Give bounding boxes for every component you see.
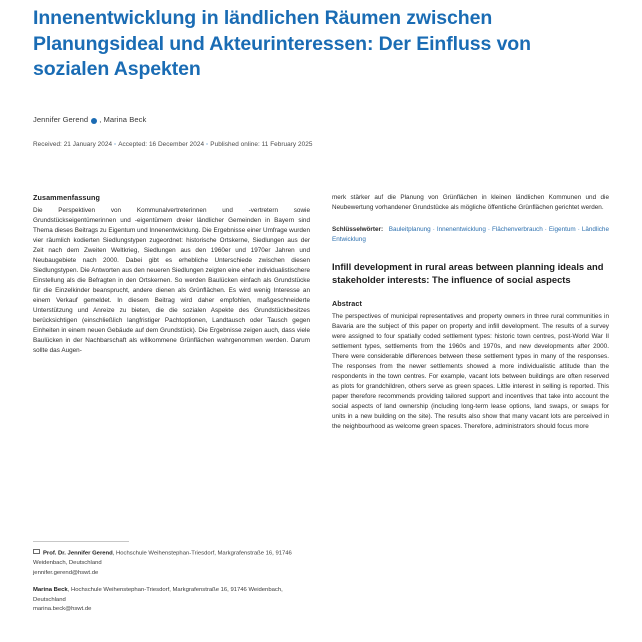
affiliation-address-2: , Hochschule Weihenstephan-Triesdorf, Markgrafenstraße 16, 91746 Weidenbach, Deutschland xyxy=(33,587,283,603)
affiliation-email-2[interactable]: marina.beck@hswt.de xyxy=(33,606,92,613)
zusammenfassung-text: Die Perspektiven von Kommunalvertreterinnen und -vertretern sowie Grundstückseigentümerinnen und -eigentümern dreier ländlicher Gemeinden in Bayern sind Thema dieses Beitrags zu Eigentum und Innenentwicklung. Die Ergebnisse einer Umfrage wurden vier räumlich kodierten Siedlungstypen zugeordnet: historische Ortskerne, Siedlungen aus der Zeit nach dem Zweiten Weltkrieg, Siedlungen aus den 1960er und 1970er Jahren und Neubaugebiete nach 2000. Dabei gibt es erhebliche Unterschiede zwischen diesen Siedlungstypen. Die Antworten aus den neueren Siedlungen zeigten eine eher individualistischere Einstellung als die Befragten in den Ortskernen. So werden Baulücken einfach als Grundstücke für die Einzelkinder beansprucht, andere dienen als Grünflächen. Es wird wenig Interesse an einem Verkauf gemeldet. In diesem Beitrag wird daher empfohlen, maßgeschneiderte Unterstützung und Anreize zu bieten, die die sozialen Aspekte des Grundstückbesitzes berücksichtigen (einschließlich langfristiger Pachtoptionen, Landtausch oder Tausch gegen Einheiten in einem neuen Gebäude auf dem Grundstück). Die Ergebnisse zeigen auch, dass viele Baulücken in der Nachbarschaft als willkommene Grünflächen wahrgenommen werden. Darum sollte das Augen- xyxy=(33,207,311,355)
zusammenfassung-heading: Zusammenfassung xyxy=(33,193,101,202)
keyword-dot-1: · xyxy=(487,226,490,234)
affiliation-entry-1 xyxy=(33,549,310,578)
date-received: Received: 21 January 2024 xyxy=(33,140,113,148)
date-accepted: Accepted: 16 December 2024 xyxy=(118,140,205,148)
keywords-label: Schlüsselwörter: xyxy=(332,226,384,234)
page-title: Innenentwicklung in ländlichen Räumen zwischen Planungsideal und Akteurinteressen: Der Einfluss von sozialen Aspekten xyxy=(33,7,531,81)
author-name-secondary: , Marina Beck xyxy=(99,115,147,125)
affiliation-name-2: Marina Beck xyxy=(33,587,68,594)
affiliation-address-1: , Hochschule Weihenstephan-Triesdorf, Markgrafenstraße 16, 91746 Weidenbach, Deutschland xyxy=(33,550,292,567)
envelope-icon xyxy=(33,549,40,555)
zusammenfassung-text-continued: merk stärker auf die Planung von Grünflächen in kleinen ländlichen Kommunen und die Neubewertung vorhandener Grundstücke als mögliche öffentliche Grünflächen gerichtet werden. xyxy=(332,194,609,212)
right-column xyxy=(332,193,609,432)
keywords-de xyxy=(332,225,609,245)
keyword-dot-2: · xyxy=(544,226,547,234)
orcid-icon[interactable] xyxy=(91,118,97,124)
keyword-item-1[interactable]: Innenentwicklung xyxy=(436,226,486,234)
keyword-dot-0: · xyxy=(432,226,435,234)
author-list xyxy=(33,115,609,126)
affiliation-footnote xyxy=(33,541,310,615)
keyword-item-0[interactable]: Bauleitplanung xyxy=(388,226,431,234)
keyword-dot-3: · xyxy=(577,226,580,234)
abstract-columns xyxy=(33,193,609,432)
abstract-heading: Abstract xyxy=(332,299,362,308)
english-title: Infill development in rural areas between planning ideals and stakeholder interests: The influence of social aspects xyxy=(332,261,604,286)
keyword-item-4[interactable]: Ländliche Entwicklung xyxy=(332,226,609,244)
footnote-divider xyxy=(33,541,129,542)
author-name-primary: Jennifer Gerend xyxy=(33,115,89,125)
affiliation-entry-2 xyxy=(33,586,310,615)
abstract-text: The perspectives of municipal representatives and property owners in three rural communities in Bavaria are the subject of this paper on property and infill development. The results of a survey were assigned to four spatially coded settlement types: historic town centres, post-World War II settlement types, settlements from the 1960s and 1970s, and new developments after 2000. There were considerable differences between these settlement types in many of the responses. The responses from the newer settlements showed a more individualistic attitude than the respondents in the town centres. For example, vacant lots between buildings are often reserved as plots for grandchildren, others serve as green spaces. Little interest in selling is reported. This paper therefore recommends providing tailored support and incentives that take into account the social aspects of land ownership (including long-term lease options, land swaps, or swaps for units in a new building on the site). The results also show that many vacant lots are perceived in the neighbourhood as welcome green spaces. Therefore, administrators should focus more xyxy=(332,313,609,431)
affiliation-name-1: Prof. Dr. Jennifer Gerend xyxy=(43,550,113,557)
publication-dates xyxy=(33,140,609,149)
keyword-item-3[interactable]: Eigentum xyxy=(548,226,576,234)
date-separator-1: · xyxy=(114,140,117,148)
date-separator-2: · xyxy=(206,140,209,148)
left-column xyxy=(33,193,310,432)
keyword-item-2[interactable]: Flächenverbrauch xyxy=(491,226,543,234)
date-published: Published online: 11 February 2025 xyxy=(210,140,313,148)
affiliation-email-1[interactable]: jennifer.gerend@hswt.de xyxy=(33,569,99,576)
